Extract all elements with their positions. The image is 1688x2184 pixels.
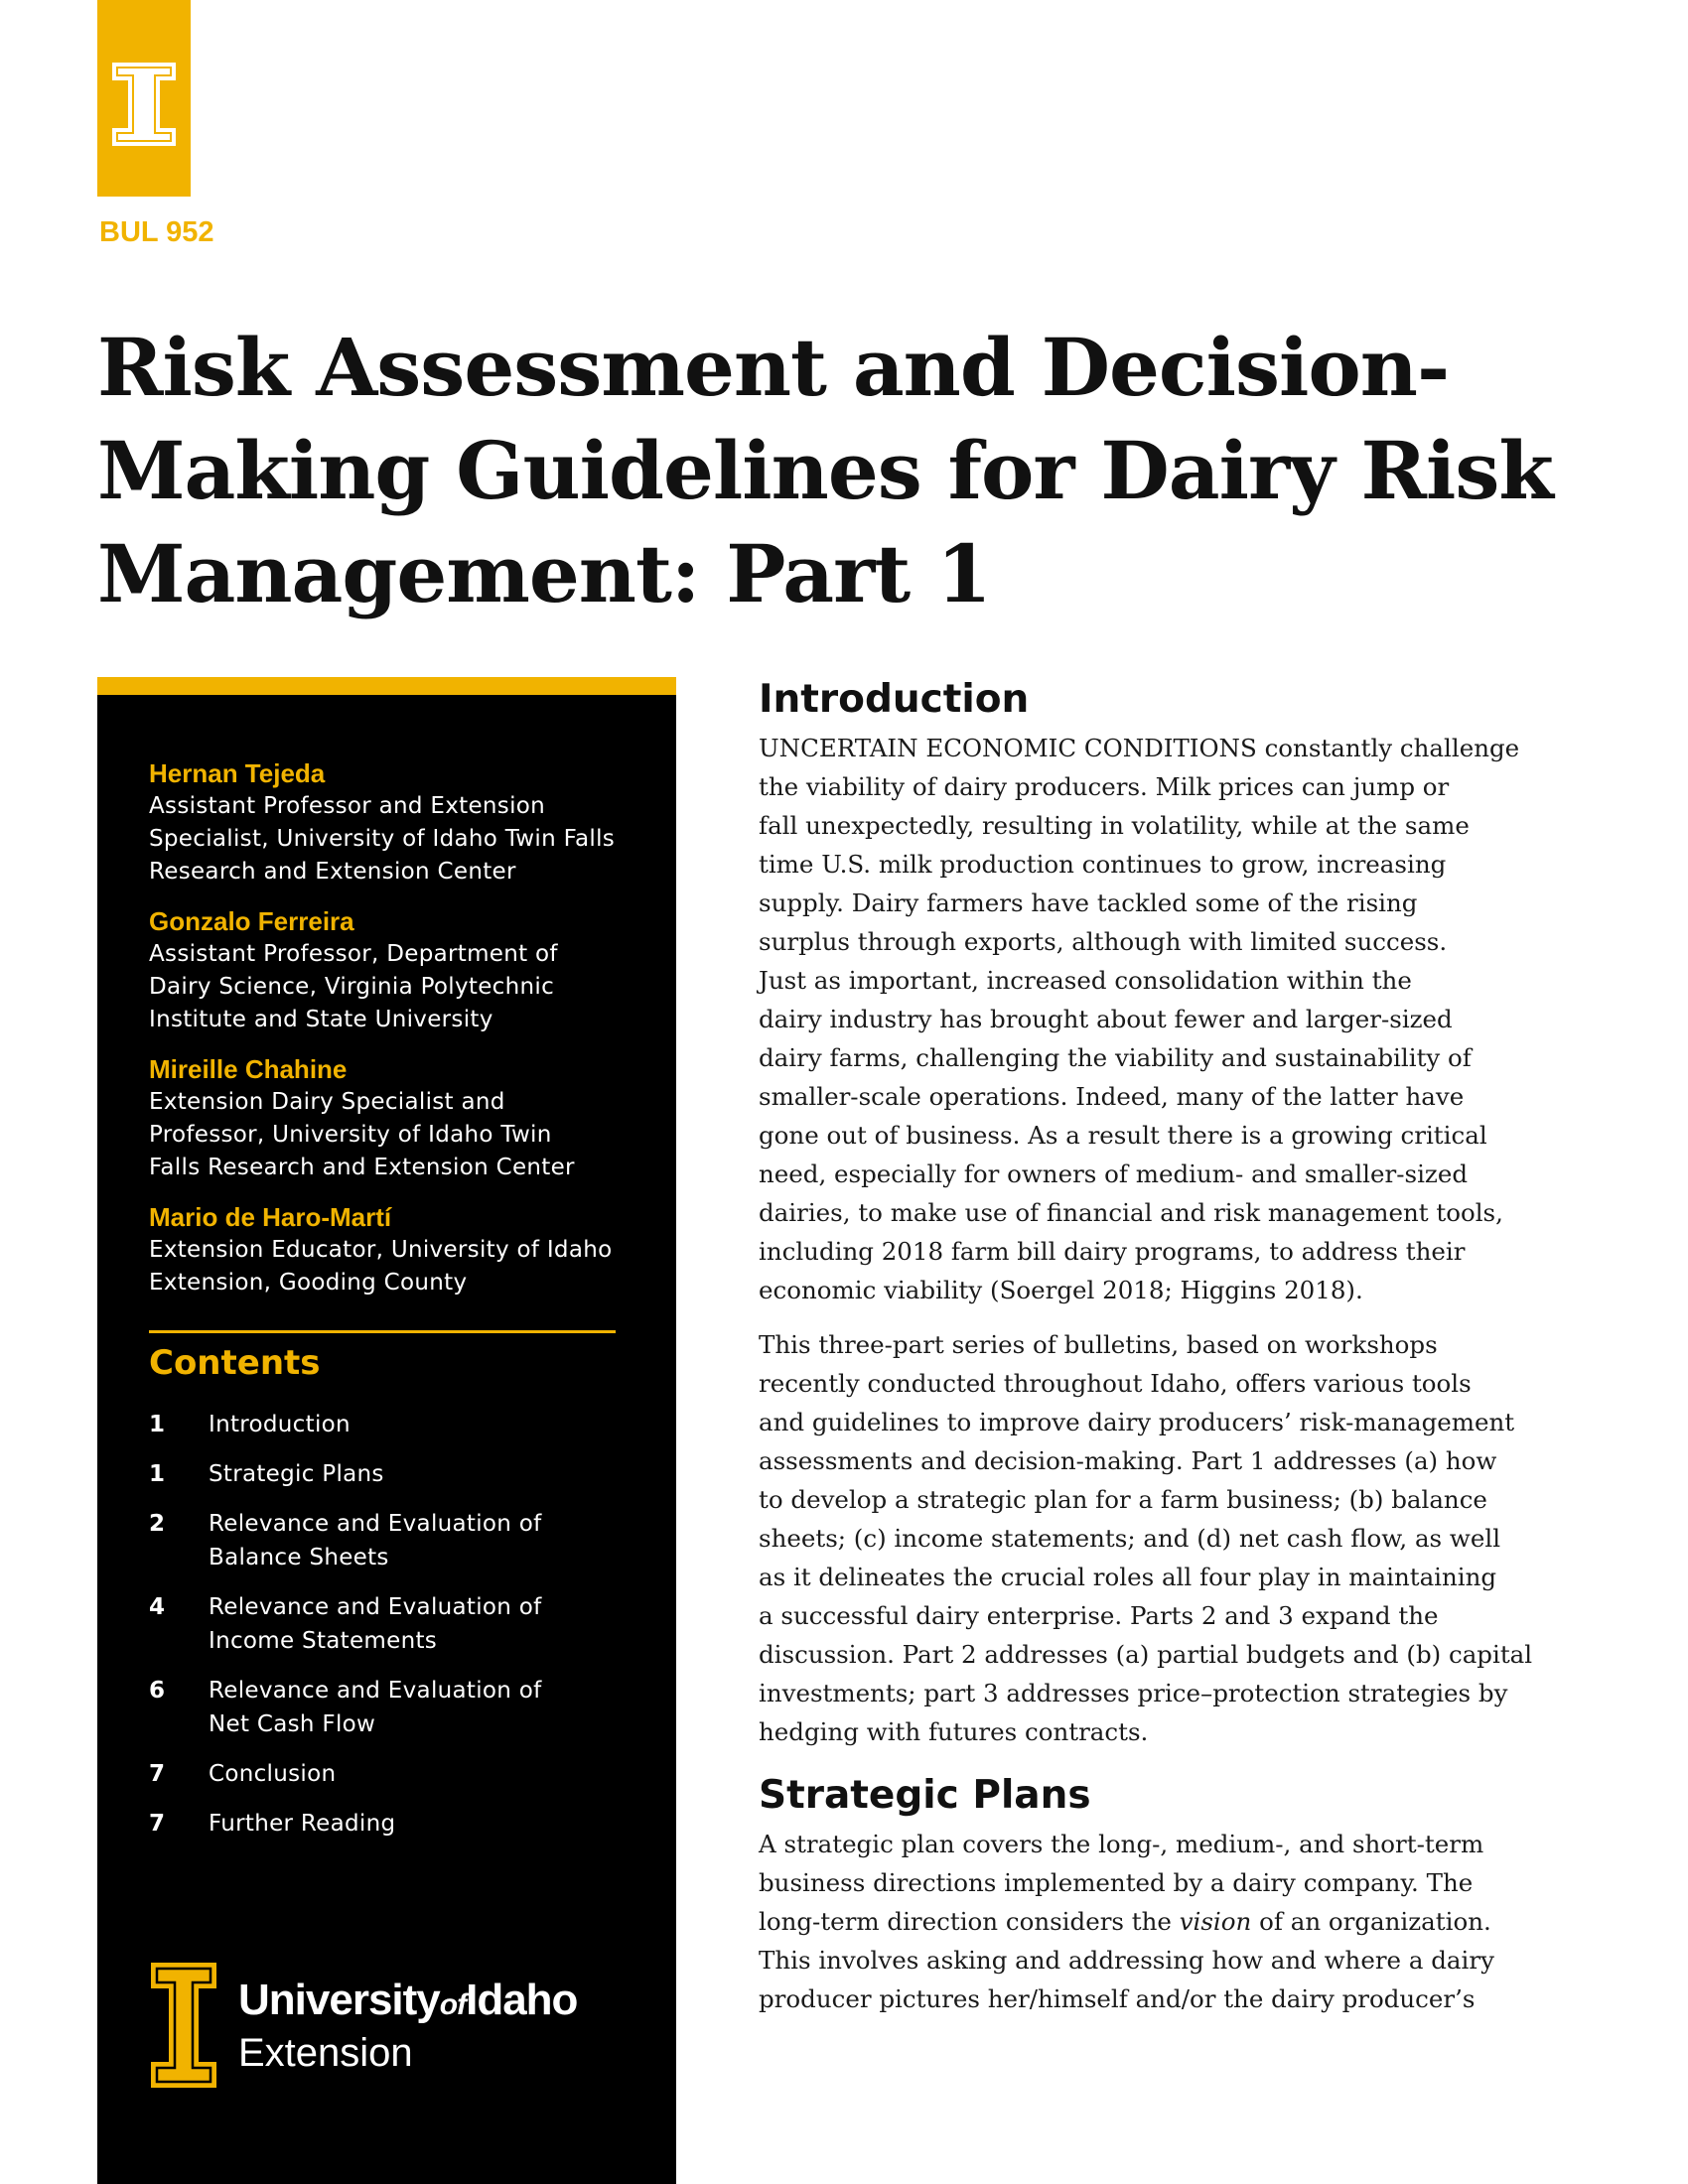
toc-label <box>209 1757 336 1791</box>
toc-label <box>209 1807 395 1841</box>
toc-label-line: Strategic Plans <box>209 1461 384 1487</box>
toc-label-line: Further Reading <box>209 1811 396 1837</box>
author <box>149 904 645 1036</box>
title-line: Making Guidelines for Dairy Risk <box>97 424 1553 517</box>
text-line: UNCERTAIN ECONOMIC CONDITIONS constantly challenge <box>759 734 1520 762</box>
contents-divider <box>149 1330 616 1333</box>
title-line: Risk Assessment and Decision- <box>97 321 1450 414</box>
text-line: Just as important, increased consolidation within the <box>759 966 1412 995</box>
affiliation-line: Specialist, University of Idaho Twin Falls <box>149 826 616 852</box>
toc-label-line: Relevance and Evaluation of <box>209 1511 542 1537</box>
page-title <box>97 316 1587 625</box>
text-line: A strategic plan covers the long-, medium-, and short-term <box>759 1830 1484 1858</box>
toc-item-income-statements[interactable] <box>149 1590 626 1658</box>
toc-page-number: 7 <box>149 1761 166 1787</box>
block-i-icon <box>149 1961 218 2090</box>
author-name: Gonzalo Ferreira <box>149 906 354 936</box>
text-line: recently conducted throughout Idaho, offers various tools <box>759 1369 1472 1398</box>
affiliation-line: Institute and State University <box>149 1007 493 1032</box>
text-line: long-term direction considers the vision of an organization. <box>759 1907 1491 1936</box>
table-of-contents <box>149 1408 626 1856</box>
text-line: as it delineates the crucial roles all four play in maintaining <box>759 1563 1497 1591</box>
author <box>149 1052 645 1184</box>
toc-item-net-cash-flow[interactable] <box>149 1674 626 1741</box>
toc-item-strategic-plans[interactable] <box>149 1457 626 1491</box>
affiliation-line: Extension Educator, University of Idaho <box>149 1237 613 1263</box>
main-content <box>759 675 1543 2034</box>
paragraph <box>759 1825 1543 2018</box>
text-line: gone out of business. As a result there is a growing critical <box>759 1121 1487 1150</box>
university-logo-mark <box>97 0 191 197</box>
affiliation-line: Dairy Science, Virginia Polytechnic <box>149 974 555 1000</box>
toc-label <box>209 1408 351 1441</box>
logo-word-of: of <box>439 1987 467 2021</box>
logo-wordmark <box>238 1976 577 2076</box>
logo-line-university <box>238 1976 577 2030</box>
text-line: producer pictures her/himself and/or the dairy producer’s <box>759 1984 1476 2013</box>
text-line: the viability of dairy producers. Milk prices can jump or <box>759 772 1450 801</box>
paragraph <box>759 729 1543 1309</box>
toc-label-line: Income Statements <box>209 1628 438 1654</box>
author-name: Hernan Tejeda <box>149 758 326 788</box>
section-heading-strategic-plans: Strategic Plans <box>759 1773 1091 1818</box>
author <box>149 1200 645 1299</box>
text-line: dairy farms, challenging the viability and sustainability of <box>759 1043 1472 1072</box>
text-line: assessments and decision-making. Part 1 addresses (a) how <box>759 1446 1497 1475</box>
affiliation-line: Extension, Gooding County <box>149 1270 468 1296</box>
toc-page-number: 4 <box>149 1594 166 1620</box>
affiliation-line: Assistant Professor and Extension <box>149 793 546 819</box>
bulletin-number: BUL 952 <box>99 216 214 248</box>
toc-label <box>209 1590 542 1658</box>
affiliation-line: Falls Research and Extension Center <box>149 1155 575 1180</box>
text-line: surplus through exports, although with limited success. <box>759 927 1448 956</box>
toc-label-line: Net Cash Flow <box>209 1711 376 1737</box>
toc-page-number: 1 <box>149 1461 166 1487</box>
text-line: discussion. Part 2 addresses (a) partial budgets and (b) capital <box>759 1640 1533 1669</box>
text-line: investments; part 3 addresses price–protection strategies by <box>759 1679 1508 1707</box>
toc-label-line: Balance Sheets <box>209 1545 389 1570</box>
sidebar <box>97 677 676 2184</box>
text-line: including 2018 farm bill dairy programs, to address their <box>759 1237 1466 1266</box>
author-affiliation <box>149 938 645 1036</box>
text-line: sheets; (c) income statements; and (d) net cash flow, as well <box>759 1524 1501 1553</box>
text-line: supply. Dairy farmers have tackled some of the rising <box>759 888 1418 917</box>
logo-line-extension: Extension <box>238 2030 413 2075</box>
affiliation-line: Professor, University of Idaho Twin <box>149 1122 552 1148</box>
toc-label <box>209 1457 384 1491</box>
toc-label-line: Conclusion <box>209 1761 337 1787</box>
text-line: economic viability (Soergel 2018; Higgins 2018). <box>759 1276 1363 1304</box>
affiliation-line: Assistant Professor, Department of <box>149 941 558 967</box>
toc-page-number: 2 <box>149 1511 166 1537</box>
text-line: dairy industry has brought about fewer and larger-sized <box>759 1005 1453 1033</box>
toc-item-further-reading[interactable] <box>149 1807 626 1841</box>
logo-word: University <box>238 1975 440 2024</box>
toc-page-number: 1 <box>149 1412 166 1437</box>
toc-label-line: Relevance and Evaluation of <box>209 1594 542 1620</box>
university-of-idaho-extension-logo <box>149 1961 577 2090</box>
text-line: business directions implemented by a dairy company. The <box>759 1868 1474 1897</box>
author-affiliation <box>149 1086 645 1184</box>
logo-word: Idaho <box>466 1975 578 2024</box>
toc-page-number: 6 <box>149 1678 166 1704</box>
text-line: a successful dairy enterprise. Parts 2 and 3 expand the <box>759 1601 1439 1630</box>
toc-label <box>209 1507 542 1574</box>
toc-page-number: 7 <box>149 1811 166 1837</box>
text-line: smaller-scale operations. Indeed, many of the latter have <box>759 1082 1465 1111</box>
text-line: need, especially for owners of medium- and smaller-sized <box>759 1160 1469 1188</box>
author-affiliation <box>149 1234 645 1299</box>
text-line: This involves asking and addressing how and where a dairy <box>759 1946 1494 1975</box>
author <box>149 756 645 888</box>
text-line: to develop a strategic plan for a farm business; (b) balance <box>759 1485 1487 1514</box>
affiliation-line: Research and Extension Center <box>149 859 516 885</box>
title-line: Management: Part 1 <box>97 527 991 620</box>
text-line: This three-part series of bulletins, based on workshops <box>759 1330 1438 1359</box>
section-heading-introduction: Introduction <box>759 677 1030 722</box>
text-line: fall unexpectedly, resulting in volatility, while at the same <box>759 811 1470 840</box>
text-line: hedging with futures contracts. <box>759 1717 1149 1746</box>
toc-label <box>209 1674 542 1741</box>
paragraph <box>759 1325 1543 1751</box>
author-affiliation <box>149 790 645 888</box>
author-list <box>149 756 645 1315</box>
toc-item-conclusion[interactable] <box>149 1757 626 1791</box>
author-name: Mireille Chahine <box>149 1054 348 1084</box>
block-i-icon <box>109 60 179 149</box>
affiliation-line: Extension Dairy Specialist and <box>149 1089 505 1115</box>
text-line: dairies, to make use of financial and risk management tools, <box>759 1198 1503 1227</box>
text-line: and guidelines to improve dairy producers’ risk-management <box>759 1408 1515 1436</box>
text-line: time U.S. milk production continues to grow, increasing <box>759 850 1447 879</box>
contents-heading: Contents <box>149 1343 321 1383</box>
toc-item-introduction[interactable] <box>149 1408 626 1441</box>
toc-label-line: Relevance and Evaluation of <box>209 1678 542 1704</box>
toc-item-balance-sheets[interactable] <box>149 1507 626 1574</box>
author-name: Mario de Haro-Martí <box>149 1202 392 1232</box>
toc-label-line: Introduction <box>209 1412 351 1437</box>
